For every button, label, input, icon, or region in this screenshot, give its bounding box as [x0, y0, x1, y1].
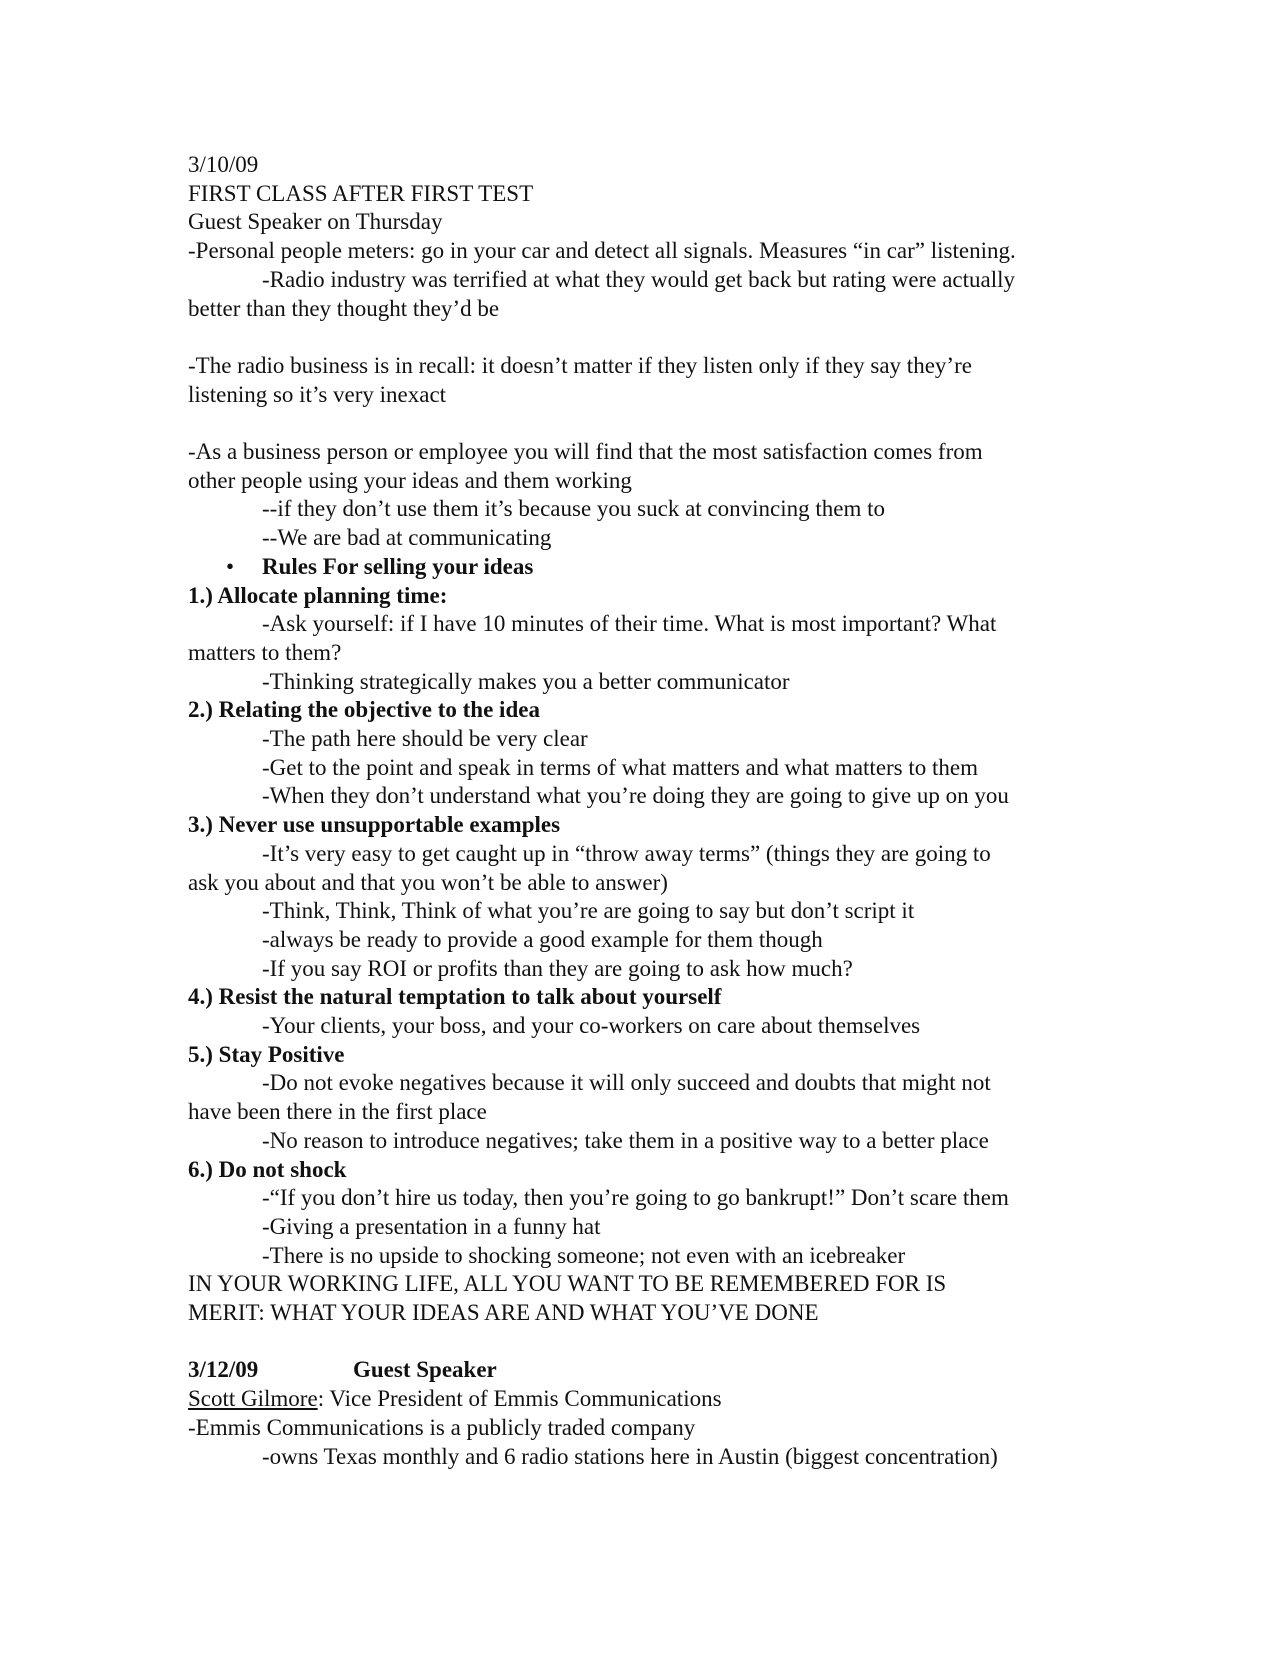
- rule-item: -Your clients, your boss, and your co-workers on care about themselves: [262, 1013, 921, 1039]
- date-line: 3/10/09: [188, 152, 259, 177]
- rule-heading: 3.) Never use unsupportable examples: [188, 812, 561, 838]
- rule-item: -No reason to introduce negatives; take them in a positive way to a better place: [262, 1127, 989, 1153]
- emmis-note: -Emmis Communications is a publicly traded company: [188, 1414, 696, 1440]
- recall-note-continued: listening so it’s very inexact: [188, 381, 447, 407]
- communicating-subnote: --We are bad at communicating: [262, 525, 552, 551]
- rule-heading: 4.) Resist the natural temptation to talk about yourself: [188, 984, 722, 1010]
- rule-item: -It’s very easy to get caught up in “throw away terms” (things they are going to: [262, 840, 991, 866]
- rule-item: -“If you don’t hire us today, then you’re going to go bankrupt!” Don’t scare them: [262, 1185, 1009, 1211]
- rule-item: -Giving a presentation in a funny hat: [262, 1213, 601, 1239]
- meters-subnote: -Radio industry was terrified at what they would get back but rating were actually: [262, 266, 1016, 292]
- rules-bullet-text: Rules For selling your ideas: [262, 553, 534, 579]
- document-body: [188, 151, 1088, 1471]
- speaker-line: [188, 1385, 1088, 1414]
- second-heading: Guest Speaker: [353, 1357, 497, 1383]
- rule-heading: 6.) Do not shock: [188, 1156, 347, 1182]
- blank-line: [188, 323, 1088, 352]
- rule-item-continued: matters to them?: [188, 639, 342, 665]
- second-class-header: [188, 1356, 1088, 1385]
- meters-subnote-continued: better than they thought they’d be: [188, 295, 500, 321]
- recall-note: -The radio business is in recall: it doesn’t matter if they listen only if they say they’re: [188, 352, 972, 378]
- rule-item-continued: have been there in the first place: [188, 1099, 487, 1125]
- rule-item: -Get to the point and speak in terms of what matters and what matters to them: [262, 754, 979, 780]
- conclusion-line: IN YOUR WORKING LIFE, ALL YOU WANT TO BE REMEMBERED FOR IS: [188, 1271, 947, 1297]
- speaker-title: : Vice President of Emmis Communications: [317, 1386, 722, 1412]
- rule-item: -Thinking strategically makes you a better communicator: [262, 668, 790, 694]
- rules-bullet: [188, 553, 1088, 582]
- rule-item: -Do not evoke negatives because it will only succeed and doubts that might not: [262, 1070, 991, 1096]
- rule-item: -When they don’t understand what you’re doing they are going to give up on you: [262, 783, 1009, 809]
- blank-line: [188, 1328, 1088, 1357]
- emmis-subnote: -owns Texas monthly and 6 radio stations here in Austin (biggest concentration): [262, 1443, 998, 1469]
- rule-heading: 5.) Stay Positive: [188, 1041, 345, 1067]
- rule-heading: 1.) Allocate planning time:: [188, 582, 448, 608]
- class-subtitle: Guest Speaker on Thursday: [188, 209, 443, 235]
- rule-item: -There is no upside to shocking someone; not even with an icebreaker: [262, 1242, 906, 1268]
- convincing-subnote: --if they don’t use them it’s because you suck at convincing them to: [262, 496, 885, 522]
- second-date: 3/12/09: [188, 1357, 259, 1383]
- speaker-name: Scott Gilmore: [188, 1386, 318, 1412]
- rule-item: -Think, Think, Think of what you’re are going to say but don’t script it: [262, 898, 915, 924]
- rule-item: -always be ready to provide a good example for them though: [262, 926, 823, 952]
- conclusion-line-continued: MERIT: WHAT YOUR IDEAS ARE AND WHAT YOU’VE DONE: [188, 1300, 819, 1326]
- rule-item: -If you say ROI or profits than they are going to ask how much?: [262, 955, 853, 981]
- rule-item: -The path here should be very clear: [262, 726, 588, 752]
- rule-heading: 2.) Relating the objective to the idea: [188, 697, 540, 723]
- bullet-icon: •: [226, 553, 235, 579]
- satisfaction-note: -As a business person or employee you will find that the most satisfaction comes from: [188, 439, 983, 464]
- rule-item: -Ask yourself: if I have 10 minutes of their time. What is most important? What: [262, 611, 997, 637]
- class-title: FIRST CLASS AFTER FIRST TEST: [188, 180, 534, 206]
- satisfaction-note-continued: other people using your ideas and them working: [188, 467, 632, 493]
- rule-item-continued: ask you about and that you won’t be able to answer): [188, 869, 668, 895]
- meters-note: -Personal people meters: go in your car and detect all signals. Measures “in car” listening.: [188, 238, 1016, 264]
- blank-line: [188, 409, 1088, 438]
